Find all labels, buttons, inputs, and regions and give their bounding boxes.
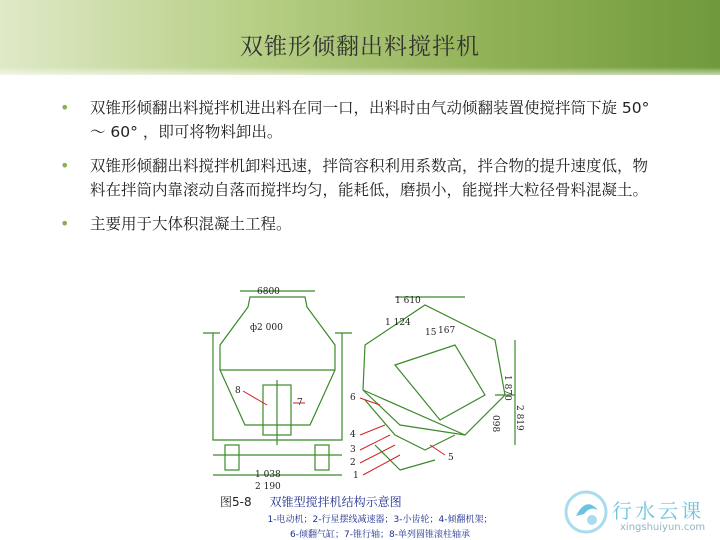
dim-right-h2: 2 819 [514, 405, 524, 431]
bullet-text: 双锥形倾翻出料搅拌机卸料迅速，拌筒容积利用系数高，拌合物的提升速度低，物料在拌筒内靠滚动自落而搅拌均匀，能耗低，磨损小，能搅拌大粒径骨料混凝土。 [90, 157, 649, 199]
part-number: 7 [297, 398, 303, 408]
dim-angle2: 167 [438, 326, 456, 336]
mixer-diagram [195, 285, 525, 490]
dim-diameter: ф2 000 [250, 323, 283, 333]
bullet-list [60, 96, 660, 246]
caption-title: 双锥型搅拌机结构示意图 [269, 495, 402, 509]
part-number: 6 [350, 393, 356, 403]
dim-angle1: 15 [425, 328, 437, 338]
dim-top-right: 1 610 [395, 296, 421, 306]
bullet-text: 主要用于大体积混凝土工程。 [90, 215, 292, 233]
part-number: 1 [353, 471, 359, 481]
part-number: 4 [350, 430, 356, 440]
caption-label: 图5-8 [220, 495, 252, 509]
dim-right-inner: 1 124 [385, 318, 411, 328]
dim-top-width: 6800 [257, 287, 280, 297]
bullet-item [60, 96, 660, 144]
bullet-icon: • [60, 156, 70, 175]
brand-logo [560, 485, 720, 540]
bullet-icon: • [60, 98, 70, 117]
dim-bottom-inner: 1 038 [255, 470, 281, 480]
slide-title: 双锥形倾翻出料搅拌机 [240, 34, 480, 60]
bullet-icon: • [60, 214, 70, 233]
figure-caption [220, 493, 540, 540]
part-number: 8 [235, 386, 241, 396]
caption-line: 1-电动机；2-行星摆线减速器；3-小齿轮；4-倾翻机架； [267, 515, 493, 525]
caption-line: 6-倾翻气缸；7-锥行轴；8-单列圆锥滚柱轴承 [290, 530, 470, 540]
bullet-item [60, 154, 660, 202]
logo-name: 行水云课 [612, 499, 704, 523]
cloud-logo-icon [562, 488, 610, 536]
part-number: 2 [350, 458, 356, 468]
dim-bottom-outer: 2 190 [255, 482, 281, 490]
bullet-item [60, 212, 660, 236]
dim-right-h1: 1 870 [502, 375, 512, 401]
part-number: 3 [350, 445, 356, 455]
dim-right-h3: 098 [490, 415, 500, 433]
part-number: 5 [448, 453, 454, 463]
bullet-text: 双锥形倾翻出料搅拌机进出料在同一口，出料时由气动倾翻装置使搅拌筒下旋 50° ～ 60° ，即可将物料卸出。 [90, 99, 650, 141]
logo-url: xingshuiyun.com [620, 522, 706, 533]
